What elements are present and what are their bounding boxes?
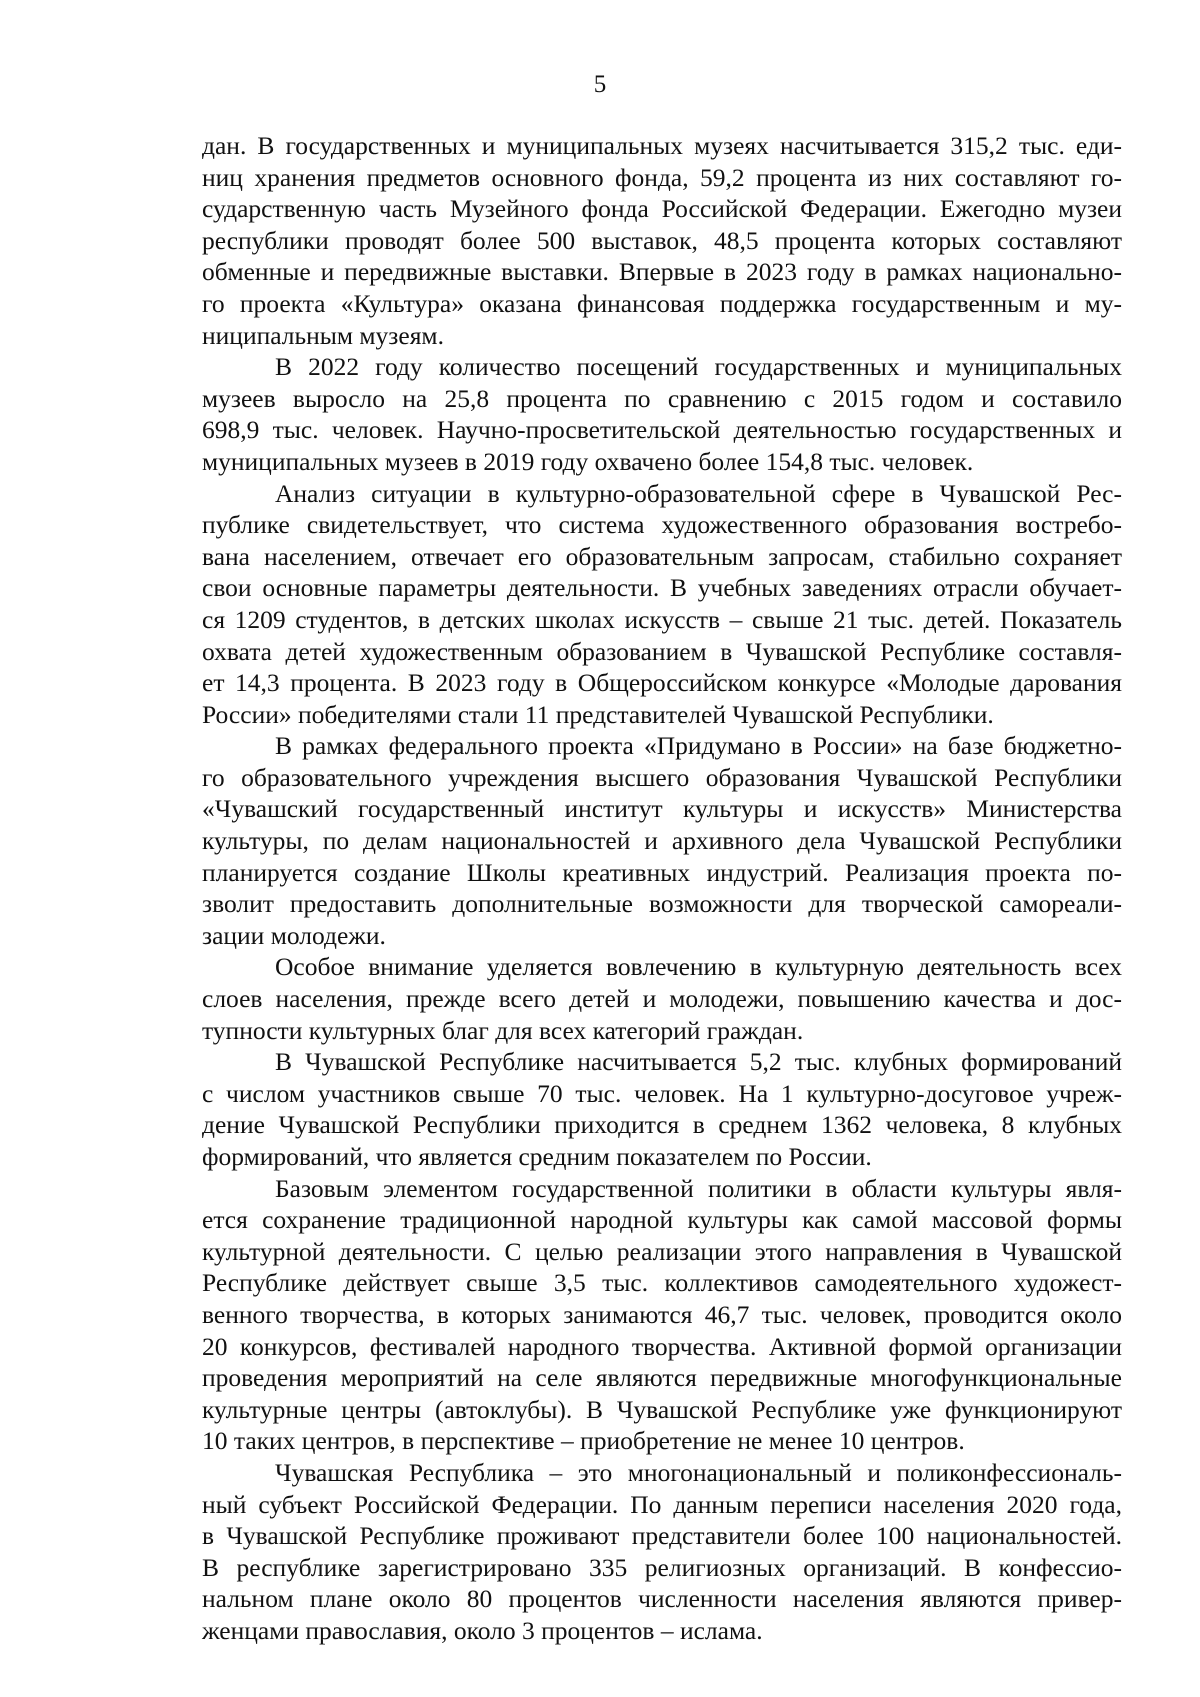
text-line: го образовательного учреждения высшего образования Чувашской Республики bbox=[202, 762, 1122, 792]
text-line: сударственную часть Музейного фонда Российской Федерации. Ежегодно музеи bbox=[202, 194, 1122, 224]
text-line: в Чувашской Республике проживают представители более 100 национальностей. bbox=[202, 1521, 1122, 1551]
text-line: вана населением, отвечает его образовательным запросам, стабильно сохраняет bbox=[202, 541, 1122, 571]
text-line: ет 14,3 процента. В 2023 году в Общероссийском конкурсе «Молодые дарования bbox=[202, 668, 1122, 698]
text-line: «Чувашский государственный институт культуры и искусств» Министерства bbox=[202, 794, 1122, 824]
text-line: дан. В государственных и муниципальных музеях насчитывается 315,2 тыс. еди- bbox=[202, 131, 1122, 160]
text-line: проведения мероприятий на селе являются передвижные многофункциональные bbox=[202, 1363, 1122, 1393]
text-line: свои основные параметры деятельности. В учебных заведениях отрасли обучает- bbox=[202, 573, 1122, 603]
text-line: слоев населения, прежде всего детей и молодежи, повышению качества и дос- bbox=[202, 984, 1122, 1014]
paragraph bbox=[202, 951, 1122, 1046]
text-line: дение Чувашской Республики приходится в среднем 1362 человека, 8 клубных bbox=[202, 1110, 1122, 1140]
text-line: публике свидетельствует, что система художественного образования востребо- bbox=[202, 510, 1122, 540]
text-line: ниципальным музеям. bbox=[202, 320, 444, 350]
text-line: В 2022 году количество посещений государственных и муниципальных bbox=[275, 352, 1122, 382]
text-line: ный субъект Российской Федерации. По данным переписи населения 2020 года, bbox=[202, 1489, 1122, 1519]
paragraph bbox=[202, 1173, 1122, 1457]
text-line: зволит предоставить дополнительные возможности для творческой самореали- bbox=[202, 889, 1122, 919]
document-body bbox=[202, 130, 1122, 1647]
text-line: ется сохранение традиционной народной культуры как самой массовой формы bbox=[202, 1205, 1122, 1235]
text-line: нальном плане около 80 процентов численности населения являются привер- bbox=[202, 1584, 1122, 1614]
text-line: зации молодежи. bbox=[202, 920, 386, 950]
text-line: обменные и передвижные выставки. Впервые в 2023 году в рамках национально- bbox=[202, 257, 1122, 287]
text-line: муниципальных музеев в 2019 году охвачено более 154,8 тыс. человек. bbox=[202, 446, 974, 476]
text-line: ся 1209 студентов, в детских школах искусств – свыше 21 тыс. детей. Показатель bbox=[202, 604, 1122, 634]
text-line: Анализ ситуации в культурно-образовательной сфере в Чувашской Рес- bbox=[275, 478, 1122, 508]
paragraph bbox=[202, 130, 1122, 351]
text-line: Особое внимание уделяется вовлечению в культурную деятельность всех bbox=[275, 952, 1122, 982]
text-line: Чувашская Республика – это многонациональный и поликонфессиональ- bbox=[275, 1457, 1122, 1487]
page-number: 5 bbox=[593, 71, 607, 98]
text-line: с числом участников свыше 70 тыс. человек. На 1 культурно-досуговое учреж- bbox=[202, 1078, 1122, 1108]
text-line: 10 таких центров, в перспективе – приобретение не менее 10 центров. bbox=[202, 1426, 965, 1456]
paragraph bbox=[202, 1457, 1122, 1647]
text-line: В рамках федерального проекта «Придумано в России» на базе бюджетно- bbox=[275, 731, 1122, 761]
text-line: Базовым элементом государственной политики в области культуры явля- bbox=[275, 1173, 1122, 1203]
text-line: 698,9 тыс. человек. Научно-просветительской деятельностью государственных и bbox=[202, 415, 1122, 445]
text-line: культурной деятельности. С целью реализации этого направления в Чувашской bbox=[202, 1236, 1122, 1266]
text-line: тупности культурных благ для всех категорий граждан. bbox=[202, 1015, 804, 1045]
paragraph bbox=[202, 478, 1122, 731]
paragraph bbox=[202, 730, 1122, 951]
text-line: музеев выросло на 25,8 процента по сравнению с 2015 годом и составило bbox=[202, 383, 1122, 413]
text-line: России» победителями стали 11 представителей Чувашской Республики. bbox=[202, 699, 994, 729]
text-line: охвата детей художественным образованием в Чувашской Республике составля- bbox=[202, 636, 1122, 666]
paragraph bbox=[202, 351, 1122, 477]
text-line: ниц хранения предметов основного фонда, 59,2 процента из них составляют го- bbox=[202, 162, 1122, 192]
text-line: культуры, по делам национальностей и архивного дела Чувашской Республики bbox=[202, 826, 1122, 856]
text-line: 20 конкурсов, фестивалей народного творчества. Активной формой организации bbox=[202, 1331, 1122, 1361]
text-line: республики проводят более 500 выставок, 48,5 процента которых составляют bbox=[202, 225, 1122, 255]
text-line: го проекта «Культура» оказана финансовая поддержка государственным и му- bbox=[202, 288, 1122, 318]
text-line: Республике действует свыше 3,5 тыс. коллективов самодеятельного художест- bbox=[202, 1268, 1122, 1298]
text-line: женцами православия, около 3 процентов – ислама. bbox=[202, 1615, 763, 1645]
text-line: формирований, что является средним показателем по России. bbox=[202, 1142, 872, 1171]
text-line: культурные центры (автоклубы). В Чувашской Республике уже функционируют bbox=[202, 1394, 1122, 1424]
text-line: В Чувашской Республике насчитывается 5,2 тыс. клубных формирований bbox=[275, 1047, 1122, 1077]
text-line: венного творчества, в которых занимаются 46,7 тыс. человек, проводится около bbox=[202, 1299, 1122, 1329]
text-line: В республике зарегистрировано 335 религиозных организаций. В конфессио- bbox=[202, 1552, 1122, 1582]
text-line: планируется создание Школы креативных индустрий. Реализация проекта по- bbox=[202, 857, 1122, 887]
paragraph bbox=[202, 1046, 1122, 1172]
